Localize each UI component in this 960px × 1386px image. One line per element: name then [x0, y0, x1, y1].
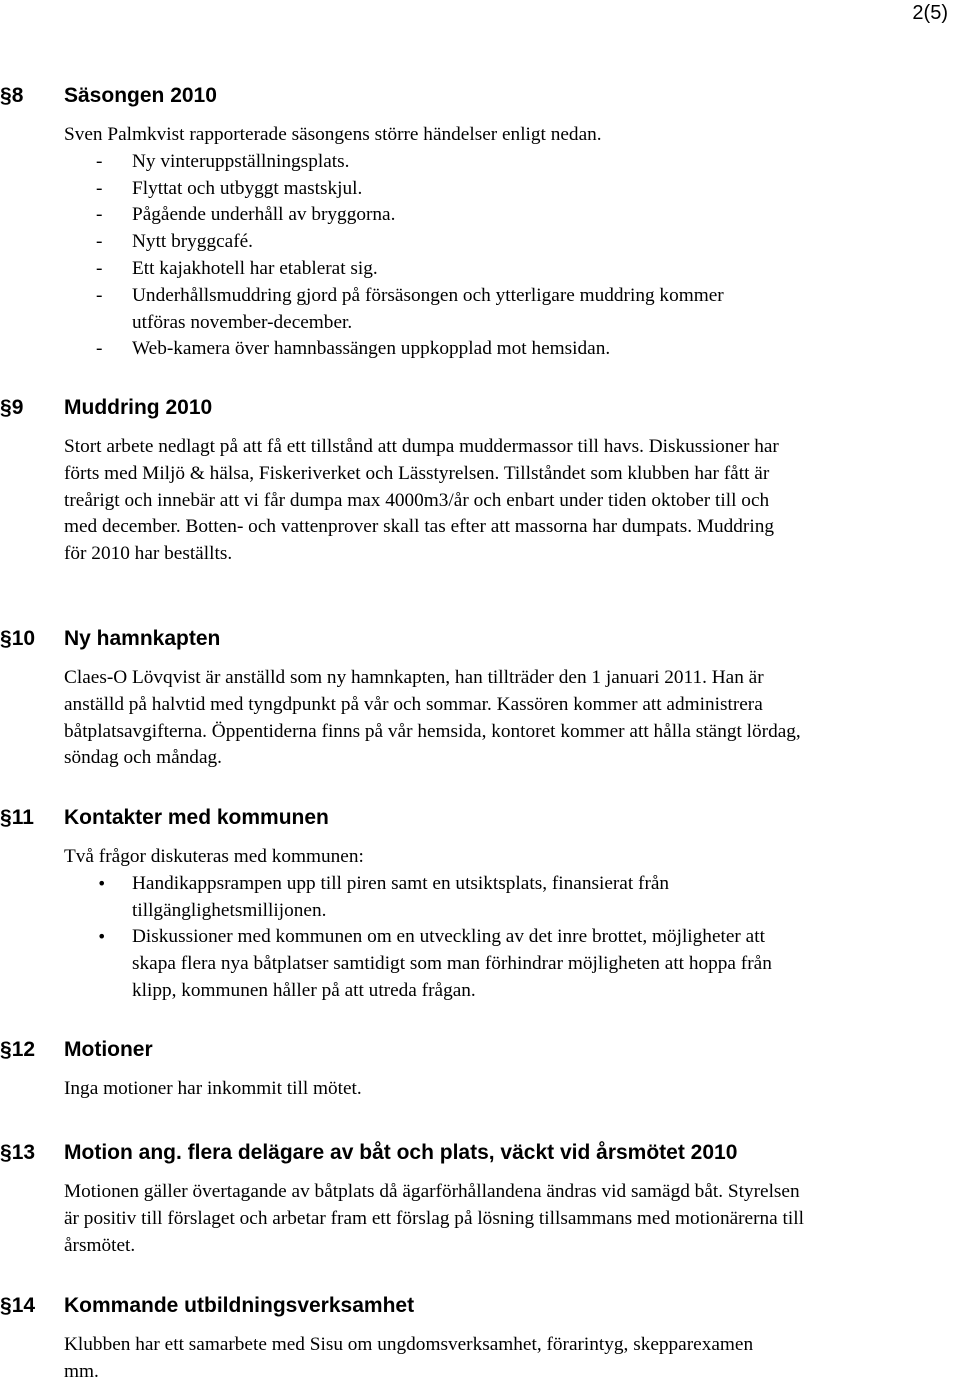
topic-list [64, 871, 804, 1005]
section-symbol: § [0, 1038, 12, 1061]
section-heading [0, 627, 960, 657]
section-body [64, 665, 809, 772]
section-paragraph: Claes-O Lövqvist är anställd som ny hamnkapten, han tillträder den 1 januari 2011. Han är anställd på halvtid med tyngdpunkt på vår och sommar. Kassören kommer att administrera båtplatsavgifterna. Öppentiderna finns på vår hemsida, kontoret kommer att hålla stängt lördag, söndag och måndag. [64, 667, 801, 769]
section-body [64, 1332, 764, 1386]
section-number: 10 [11, 627, 36, 650]
section-body [64, 844, 804, 1005]
section-heading [0, 396, 960, 426]
section-number: 9 [11, 396, 24, 419]
section-symbol: § [0, 1294, 12, 1317]
section-number: 12 [11, 1038, 36, 1061]
section-intro: Sven Palmkvist rapporterade säsongens större händelser enligt nedan. [64, 124, 602, 145]
section-heading [0, 1141, 960, 1171]
list-item: - Flyttat och utbyggt mastskjul. [96, 177, 363, 199]
list-item: - Ny vinteruppställningsplats. [96, 150, 350, 172]
section-symbol: § [0, 84, 12, 107]
section-12 [0, 1038, 960, 1099]
section-heading [0, 806, 960, 836]
event-list [64, 149, 824, 363]
list-item: - Ett kajakhotell har etablerat sig. [96, 257, 378, 279]
section-symbol: § [0, 627, 12, 650]
list-item: - Web-kamera över hamnbassängen uppkopplad mot hemsidan. [96, 338, 611, 360]
section-paragraph: Klubben har ett samarbete med Sisu om ungdomsverksamhet, förarintyg, skepparexamen mm. [64, 1334, 754, 1382]
section-body [64, 122, 824, 363]
section-11 [0, 806, 960, 1001]
section-paragraph: Stort arbete nedlagt på att få ett tillstånd att dumpa muddermassor till havs. Diskussioner har förts med Miljö & hälsa, Fiskeriverket och Lässtyrelsen. Tillståndet som klubben har fått är treårigt och innebär att vi får dumpa max 4000m3/år och enbart under tiden oktober till och med december. Botten- och vattenprover skall tas efter att massorna har dumpats. Muddring för 2010 har beställts. [64, 436, 779, 565]
bullet-icon: • [97, 873, 107, 893]
bullet-icon: • [97, 927, 107, 947]
section-body [64, 434, 799, 568]
section-body [64, 1179, 819, 1259]
section-title: Kontakter med kommunen [64, 806, 329, 829]
section-14 [0, 1294, 960, 1382]
section-heading [0, 1038, 960, 1068]
section-title: Säsongen 2010 [64, 84, 217, 107]
section-symbol: § [0, 396, 12, 419]
section-paragraph: Inga motioner har inkommit till mötet. [64, 1078, 362, 1099]
list-item: - Nytt bryggcafé. [96, 231, 253, 253]
section-intro: Två frågor diskuteras med kommunen: [64, 846, 364, 867]
list-item: - Underhållsmuddring gjord på försäsongen och ytterligare muddring kommer utföras november-december. [96, 284, 724, 333]
section-title: Kommande utbildningsverksamhet [64, 1294, 415, 1317]
section-number: 13 [11, 1141, 36, 1164]
section-9 [0, 396, 960, 565]
section-title: Motion ang. flera delägare av båt och plats, väckt vid årsmötet 2010 [64, 1141, 738, 1164]
section-title: Muddring 2010 [64, 396, 213, 419]
section-title: Ny hamnkapten [64, 627, 221, 650]
section-heading [0, 1294, 960, 1324]
section-symbol: § [0, 1141, 12, 1164]
list-item: • Handikappsrampen upp till piren samt en utsiktsplats, finansierat från tillgänglighetsmillijonen. [97, 872, 670, 921]
section-number: 11 [11, 806, 34, 829]
list-item: • Diskussioner med kommunen om en utveckling av det inre brottet, möjligheter att skapa flera nya båtplatser samtidigt som man förhindrar möjligheten att hoppa från klipp, kommunen håller på att utreda frågan. [97, 926, 772, 1001]
section-body [64, 1076, 824, 1103]
section-number: 14 [11, 1294, 36, 1317]
section-10 [0, 627, 960, 769]
section-number: 8 [11, 84, 24, 107]
section-13 [0, 1141, 960, 1256]
section-symbol: § [0, 806, 12, 829]
page-number: 2(5) [912, 2, 948, 24]
list-item: - Pågående underhåll av bryggorna. [96, 204, 396, 226]
section-8 [0, 84, 960, 360]
section-title: Motioner [64, 1038, 153, 1061]
section-paragraph: Motionen gäller övertagande av båtplats då ägarförhållandena ändras vid samägd båt. Styrelsen är positiv till förslaget och arbetar fram ett förslag på lösning tillsammans med motionärerna till årsmötet. [64, 1181, 804, 1256]
section-heading [0, 84, 960, 114]
